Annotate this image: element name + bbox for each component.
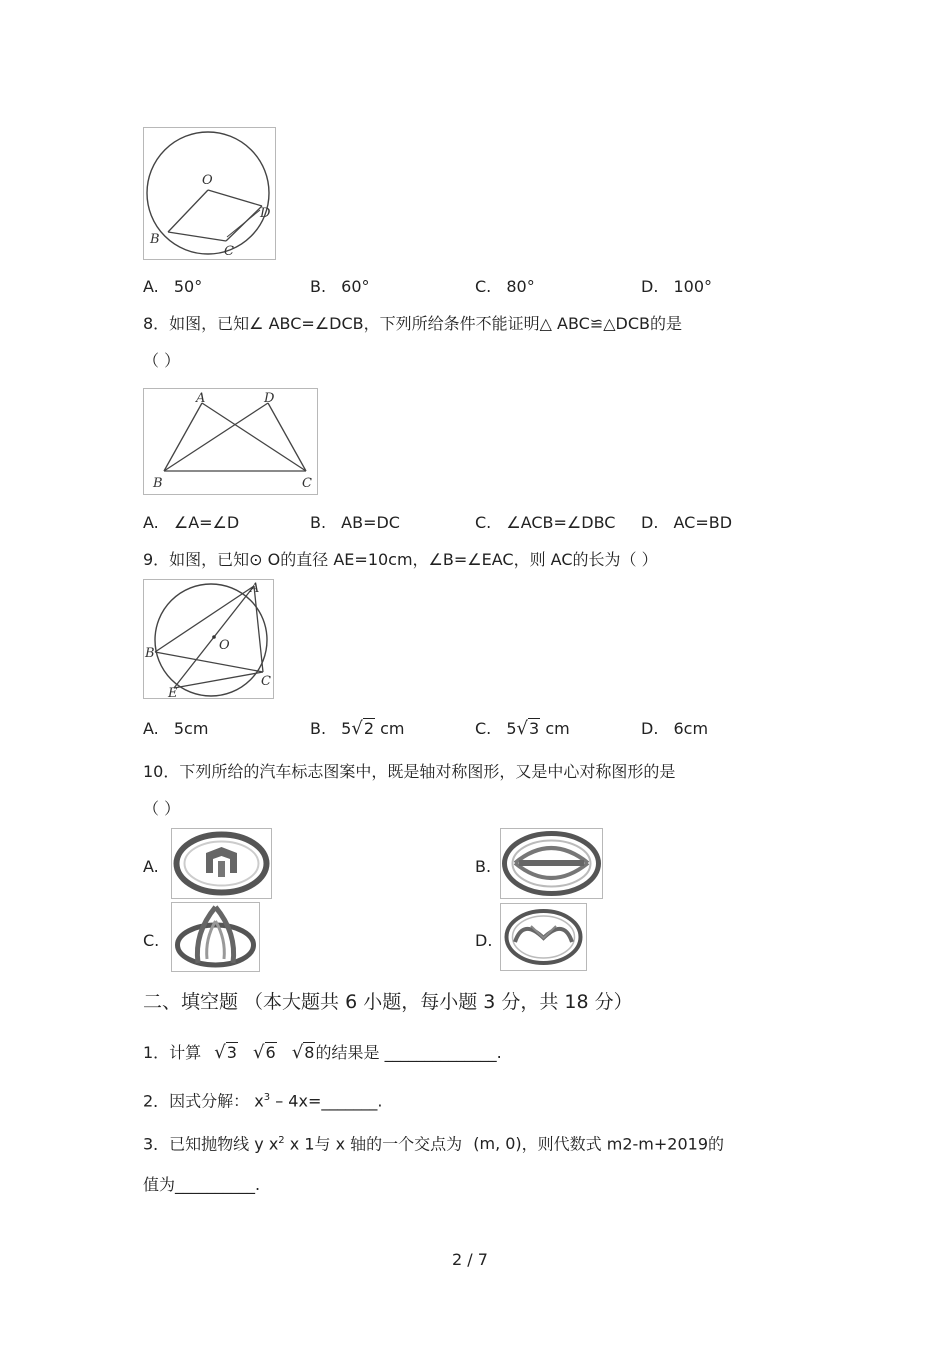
q9-stem: 9．如图，已知⊙ O的直径 AE=10cm，∠B=∠EAC，则 AC的长为（ ） bbox=[143, 550, 658, 569]
fill-question-3-line2: 值为__________. bbox=[143, 1175, 261, 1194]
changan-logo-icon bbox=[171, 902, 260, 972]
q8-option-b: B. AB=DC bbox=[310, 513, 400, 532]
fill-question-3: 3．已知抛物线 y $x^2$ x 1与 x 轴的一个交点为 (m, 0)，则代数式 m2-m+2019的 bbox=[143, 1134, 724, 1154]
q8-option-d: D. AC=BD bbox=[641, 513, 733, 532]
q9-label-o: O bbox=[219, 638, 230, 653]
q8-stem: 8．如图，已知∠ ABC=∠DCB，下列所给条件不能证明△ ABC≌△DCB的是 bbox=[143, 314, 683, 333]
fill-question-2: 2．因式分解： $x^3$ – 4x=_______. bbox=[143, 1091, 383, 1111]
f1-radicand-1: 3 bbox=[226, 1043, 237, 1062]
q7-label-c: C bbox=[224, 244, 234, 259]
great-wall-logo-icon bbox=[171, 828, 272, 899]
q7-label-o: O bbox=[202, 173, 213, 188]
q7-circle-figure bbox=[143, 127, 276, 260]
q9-option-d: D. 6cm bbox=[641, 719, 709, 738]
q8-option-c: C. ∠ACB=∠DBC bbox=[475, 513, 616, 532]
q10-paren: （ ） bbox=[143, 799, 181, 818]
q9-label-c: C bbox=[261, 674, 271, 689]
q8-paren: （ ） bbox=[143, 351, 181, 370]
q8-option-a: A. ∠A=∠D bbox=[143, 513, 240, 532]
q9-option-c: C. 5√3 cm bbox=[475, 718, 570, 739]
q8-label-d: D bbox=[264, 391, 275, 406]
q8-label-c: C bbox=[302, 476, 312, 491]
q9-label-b: B bbox=[145, 646, 155, 661]
q9-circle-figure bbox=[143, 579, 274, 699]
q7-label-d: D bbox=[260, 206, 271, 221]
q9-option-b: B. 5√2 cm bbox=[310, 718, 405, 739]
q7-label-b: B bbox=[150, 232, 160, 247]
q8-label-a: A bbox=[196, 391, 206, 406]
f1-radicand-3: 8 bbox=[304, 1043, 315, 1062]
q8-triangle-figure bbox=[143, 388, 318, 495]
fill-question-1: 1．计算 √3 √6 √8的结果是 ______________. bbox=[143, 1042, 502, 1063]
q8-label-b: B bbox=[153, 476, 163, 491]
q9-label-e: E bbox=[168, 686, 178, 698]
page-number: 2 / 7 bbox=[452, 1250, 488, 1269]
section2-title: 二、填空题 （本大题共 6 小题，每小题 3 分，共 18 分） bbox=[143, 991, 633, 1013]
q10-option-d-letter: D. bbox=[475, 931, 493, 950]
q9-label-a: A bbox=[250, 581, 260, 596]
q10-option-c-letter: C. bbox=[143, 931, 160, 950]
q7-option-c: C. 80° bbox=[475, 277, 535, 296]
q10-option-a-letter: A. bbox=[143, 857, 159, 876]
q7-option-d: D. 100° bbox=[641, 277, 713, 296]
f1-radicand-2: 6 bbox=[265, 1043, 276, 1062]
q9-b-radicand: 2 bbox=[363, 719, 375, 738]
q9-c-radicand: 3 bbox=[529, 719, 540, 738]
q9-option-a: A. 5cm bbox=[143, 719, 209, 738]
q10-option-b-letter: B. bbox=[475, 857, 492, 876]
q7-option-b: B. 60° bbox=[310, 277, 370, 296]
q10-stem: 10．下列所给的汽车标志图案中，既是轴对称图形，又是中心对称图形的是 bbox=[143, 762, 676, 781]
hino-logo-icon bbox=[500, 828, 603, 899]
q7-option-a: A. 50° bbox=[143, 277, 203, 296]
mazda-logo-icon bbox=[500, 903, 587, 971]
